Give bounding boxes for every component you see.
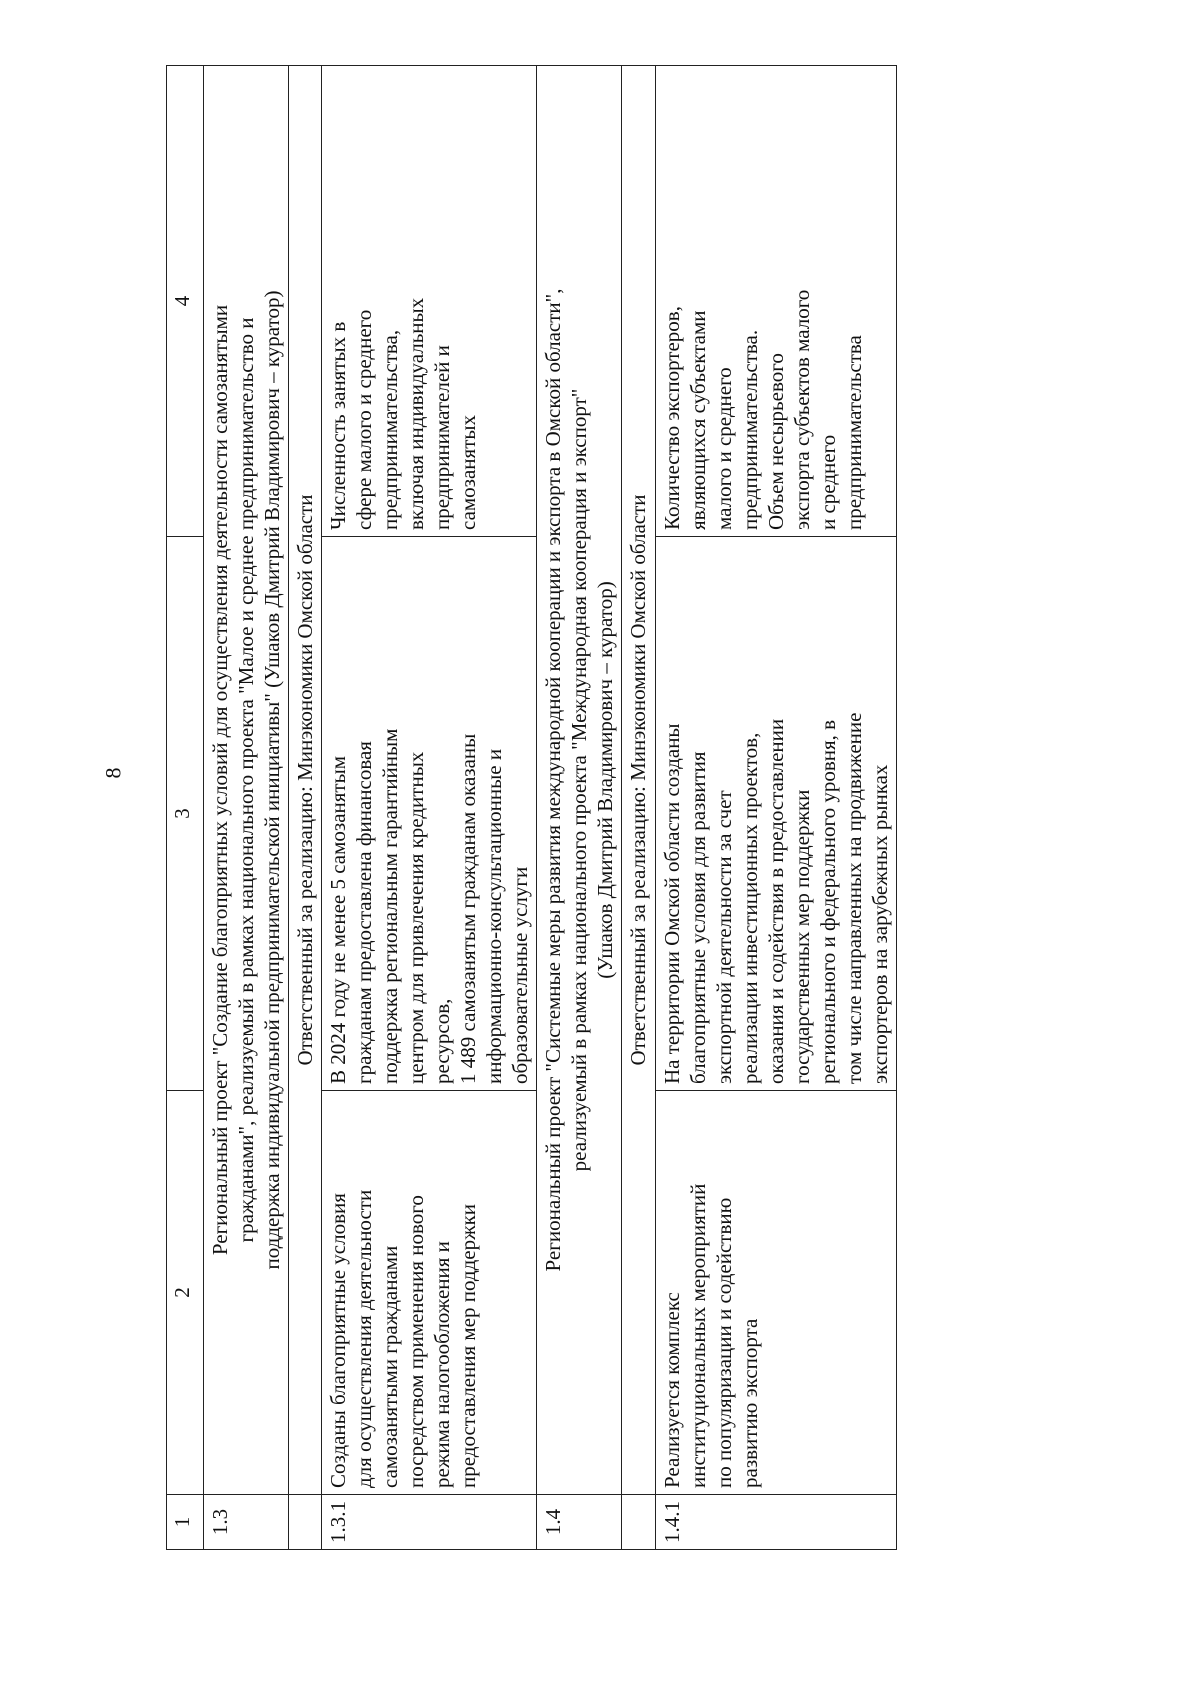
- responsible-text: Ответственный за реализацию: Минэкономики Омской области: [289, 66, 322, 1495]
- cell-line: для осуществления деятельности: [352, 1189, 377, 1488]
- header-col-4: 4: [167, 66, 204, 537]
- cell-line: предпринимательства,: [378, 329, 403, 530]
- cell-line: образовательные услуги: [508, 866, 533, 1084]
- row-number: 1.4.1: [655, 1495, 896, 1550]
- cell-line: ресурсов,: [430, 998, 455, 1084]
- cell-line: самозанятых: [456, 415, 481, 530]
- blank-cell: [289, 1495, 322, 1550]
- cell-line: развитию экспорта: [737, 1318, 762, 1488]
- rotated-table-container: [166, 65, 1046, 1550]
- section-number: 1.4: [537, 1495, 622, 1550]
- section-title-row: [204, 66, 289, 1550]
- row-result: [322, 1091, 537, 1495]
- cell-line: самозанятыми гражданами: [378, 1245, 403, 1488]
- cell-line: В 2024 году не менее 5 самозанятым: [326, 755, 351, 1084]
- row-indicators: [322, 66, 537, 537]
- cell-line: посредством применения нового: [404, 1195, 429, 1488]
- cell-line: реализации инвестиционных проектов,: [737, 732, 762, 1084]
- cell-line: предпринимательства: [841, 335, 866, 530]
- table-row: [322, 66, 537, 1550]
- cell-line: информационно-консультационные и: [482, 748, 507, 1084]
- cell-line: предпринимателей и: [430, 345, 455, 530]
- cell-line: экспорта субъектов малого: [789, 289, 814, 530]
- row-result: [655, 1091, 896, 1495]
- responsible-text: Ответственный за реализацию: Минэкономики Омской области: [622, 66, 655, 1495]
- responsible-row: [289, 66, 322, 1550]
- section-title-line: (Ушаков Дмитрий Владимирович – куратор): [593, 581, 618, 979]
- cell-line: экспортной деятельности за счет: [711, 790, 736, 1084]
- section-title: [204, 66, 289, 1495]
- page-number: 8: [100, 767, 126, 779]
- cell-line: Объем несырьевого: [763, 353, 788, 530]
- section-title-line: Региональный проект "Системные меры развития международной кооперации и экспорта в Омской области",: [541, 288, 566, 1272]
- cell-line: благоприятные условия для развития: [685, 751, 710, 1084]
- cell-line: На территории Омской области созданы: [659, 723, 684, 1084]
- row-indicators: [655, 66, 896, 537]
- section-title-row: [537, 66, 622, 1550]
- section-number: 1.3: [204, 1495, 289, 1550]
- blank-cell: [622, 1495, 655, 1550]
- cell-line: регионального и федерального уровня, в: [815, 719, 840, 1084]
- cell-line: предоставления мер поддержки: [456, 1203, 481, 1488]
- cell-line: оказания и содействия в предоставлении: [763, 718, 788, 1084]
- cell-line: государственных мер поддержки: [789, 789, 814, 1084]
- program-table: [166, 65, 897, 1550]
- cell-line: том числе направленных на продвижение: [841, 712, 866, 1084]
- row-number: 1.3.1: [322, 1495, 537, 1550]
- cell-line: сфере малого и среднего: [352, 309, 377, 530]
- cell-line: экспортеров на зарубежных рынках: [867, 764, 892, 1084]
- section-title-line: поддержка индивидуальной предпринимательской инициативы" (Ушаков Дмитрий Владимирович – куратор): [260, 290, 285, 1270]
- section-title-line: гражданами", реализуемый в рамках национального проекта "Малое и среднее предпринимательство и: [234, 317, 259, 1243]
- cell-line: Количество экспортеров,: [659, 306, 684, 530]
- cell-line: 1 489 самозанятым гражданам оказаны: [456, 733, 481, 1084]
- cell-line: режима налогообложения и: [430, 1241, 455, 1488]
- cell-line: гражданам предоставлена финансовая: [352, 741, 377, 1084]
- cell-line: являющихся субъектами: [685, 310, 710, 530]
- cell-line: по популяризации и содействию: [711, 1197, 736, 1488]
- section-title-line: реализуемый в рамках национального проекта "Международная кооперация и экспорт": [567, 388, 592, 1172]
- section-title: [537, 66, 622, 1495]
- cell-line: Численность занятых в: [326, 321, 351, 530]
- cell-line: предпринимательства.: [737, 329, 762, 530]
- cell-line: включая индивидуальных: [404, 297, 429, 530]
- cell-line: Реализуется комплекс: [659, 1292, 684, 1488]
- table-header-row: [167, 66, 204, 1550]
- section-title-line: Региональный проект "Создание благоприятных условий для осуществления деятельности самозанятыми: [208, 304, 232, 1256]
- cell-line: институциональных мероприятий: [685, 1183, 710, 1488]
- cell-line: поддержка региональным гарантийным: [378, 728, 403, 1084]
- row-characteristics: [322, 537, 537, 1091]
- table-row: [655, 66, 896, 1550]
- row-characteristics: [655, 537, 896, 1091]
- responsible-row: [622, 66, 655, 1550]
- header-col-1: 1: [167, 1495, 204, 1550]
- cell-line: центром для привлечения кредитных: [404, 751, 429, 1084]
- header-col-2: 2: [167, 1091, 204, 1495]
- cell-line: Созданы благоприятные условия: [326, 1193, 351, 1488]
- cell-line: малого и среднего: [711, 367, 736, 530]
- cell-line: и среднего: [815, 434, 840, 530]
- header-col-3: 3: [167, 537, 204, 1091]
